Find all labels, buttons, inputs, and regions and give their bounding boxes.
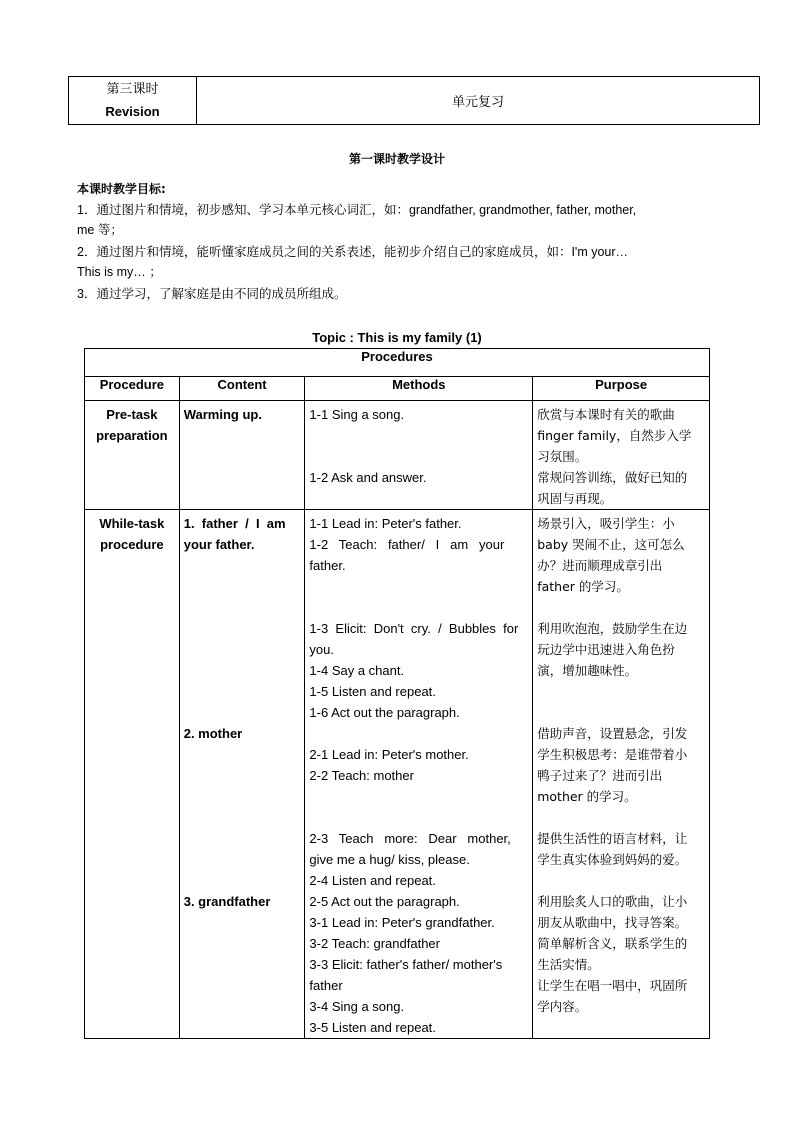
purpose-line: 欣赏与本课时有关的歌曲 bbox=[537, 407, 675, 422]
content-warming-up bbox=[179, 401, 305, 510]
method-line: 1-5 Listen and repeat. bbox=[309, 684, 436, 699]
method-line: 1-4 Say a chant. bbox=[309, 663, 405, 678]
lesson-topic: 单元复习 bbox=[451, 95, 504, 110]
purpose-line: 习氛围。 bbox=[537, 449, 588, 464]
method-line: 1-1 Sing a song. bbox=[309, 407, 405, 422]
stage-while-task-line2: procedure bbox=[100, 537, 164, 552]
section-title: 第一课时教学设计 bbox=[348, 152, 445, 166]
col-procedure: Procedure bbox=[85, 377, 180, 401]
purpose-while-task bbox=[533, 510, 710, 1039]
purpose-line: baby 哭闹不止，这可怎么 bbox=[537, 537, 685, 552]
goals-title: 本课时教学目标: bbox=[77, 182, 166, 196]
method-line: 1-3 Elicit: Don't cry. / Bubbles for bbox=[309, 621, 519, 636]
purpose-line bbox=[537, 681, 705, 702]
procedures-table bbox=[84, 348, 710, 1039]
purpose-line: 办？进而顺理成章引出 bbox=[537, 558, 663, 573]
purpose-line: 巩固与再现。 bbox=[537, 491, 613, 506]
goal-1-cont: me 等； bbox=[77, 223, 123, 237]
lesson-cell bbox=[69, 77, 197, 124]
col-methods: Methods bbox=[305, 377, 533, 401]
purpose-line: 学生真实体验到妈妈的爱。 bbox=[537, 852, 688, 867]
method-line: father bbox=[309, 978, 343, 993]
content-mother: 2. mother bbox=[183, 726, 243, 741]
method-line: 1-6 Act out the paragraph. bbox=[309, 705, 460, 720]
method-line: 3-1 Lead in: Peter's grandfather. bbox=[309, 915, 495, 930]
content-while-task bbox=[179, 510, 305, 1039]
purpose-line: 朋友从歌曲中，找寻答案。 bbox=[537, 915, 688, 930]
purpose-line bbox=[537, 807, 705, 828]
column-header-row bbox=[85, 377, 710, 401]
goal-2: 2．通过图片和情境，能听懂家庭成员之间的关系表述，能初步介绍自己的家庭成员，如：I'm your… bbox=[77, 245, 629, 259]
lesson-header-table bbox=[68, 76, 760, 125]
stage-pre-task-line2: preparation bbox=[96, 428, 168, 443]
purpose-line: 学内容。 bbox=[537, 999, 588, 1014]
methods-pre-task bbox=[305, 401, 533, 510]
purpose-line: 让学生在唱一唱中，巩固所 bbox=[537, 978, 688, 993]
content-father-cont: your father. bbox=[183, 537, 255, 552]
lesson-label-en: Revision bbox=[105, 103, 160, 119]
procedures-label: Procedures bbox=[85, 349, 710, 377]
topic-title: Topic : This is my family (1) bbox=[312, 330, 482, 345]
purpose-line: finger family，自然步入学 bbox=[537, 428, 692, 443]
goal-3: 3．通过学习，了解家庭是由不同的成员所组成。 bbox=[77, 287, 347, 301]
method-line: 3-3 Elicit: father's father/ mother's bbox=[309, 957, 503, 972]
method-line bbox=[309, 723, 528, 744]
col-purpose: Purpose bbox=[533, 377, 710, 401]
method-line: 1-2 Ask and answer. bbox=[309, 470, 427, 485]
purpose-line: father 的学习。 bbox=[537, 579, 629, 594]
purpose-line: 场景引入，吸引学生：小 bbox=[537, 516, 675, 531]
method-line: 3-2 Teach: grandfather bbox=[309, 936, 440, 951]
method-line: 1-1 Lead in: Peter's father. bbox=[309, 516, 462, 531]
content-father: 1. father / I am bbox=[183, 516, 286, 531]
lesson-label: 第三课时 bbox=[106, 81, 159, 97]
purpose-line: 演，增加趣味性。 bbox=[537, 663, 638, 678]
purpose-line: 常规问答训练，做好已知的 bbox=[537, 470, 688, 485]
purpose-pre-task bbox=[533, 401, 710, 510]
purpose-line bbox=[537, 702, 705, 723]
method-line: you. bbox=[309, 642, 334, 657]
procedures-header-row bbox=[85, 349, 710, 377]
col-content: Content bbox=[179, 377, 305, 401]
method-line: 2-5 Act out the paragraph. bbox=[309, 894, 460, 909]
purpose-line: 玩边学中迅速进入角色扮 bbox=[537, 642, 675, 657]
purpose-line: mother 的学习。 bbox=[537, 789, 637, 804]
table-row-pre-task bbox=[85, 401, 710, 510]
purpose-line: 利用脍炙人口的歌曲，让小 bbox=[537, 894, 688, 909]
stage-pre-task bbox=[85, 401, 180, 510]
purpose-line bbox=[537, 870, 705, 891]
method-line: 2-2 Teach: mother bbox=[309, 768, 414, 783]
purpose-line: 生活实情。 bbox=[537, 957, 600, 972]
content-warming-up-text: Warming up. bbox=[183, 407, 262, 422]
stage-pre-task-line1: Pre-task bbox=[106, 407, 158, 422]
method-line: 3-4 Sing a song. bbox=[309, 999, 405, 1014]
purpose-line bbox=[537, 597, 705, 618]
method-line: father. bbox=[309, 558, 346, 573]
content-grandfather: 3. grandfather bbox=[183, 894, 271, 909]
goal-2-cont: This is my… ； bbox=[77, 265, 162, 279]
purpose-line: 学生积极思考：是谁带着小 bbox=[537, 747, 688, 762]
method-line: 1-2 Teach: father/ I am your bbox=[309, 537, 505, 552]
purpose-line: 提供生活性的语言材料，让 bbox=[537, 831, 688, 846]
methods-while-task bbox=[305, 510, 533, 1039]
method-line bbox=[309, 807, 528, 828]
purpose-line: 借助声音，设置悬念，引发 bbox=[537, 726, 688, 741]
method-line: 2-1 Lead in: Peter's mother. bbox=[309, 747, 469, 762]
stage-while-task-line1: While-task bbox=[99, 516, 165, 531]
purpose-line bbox=[537, 1017, 705, 1038]
method-line bbox=[309, 786, 528, 807]
goal-1: 1．通过图片和情境，初步感知、学习本单元核心词汇，如：grandfather, grandmother, father, mother, bbox=[77, 203, 637, 217]
table-row-while-task bbox=[85, 510, 710, 1039]
purpose-line: 简单解析含义，联系学生的 bbox=[537, 936, 688, 951]
stage-while-task bbox=[85, 510, 180, 1039]
method-line bbox=[309, 576, 528, 597]
purpose-line: 利用吹泡泡，鼓励学生在边 bbox=[537, 621, 688, 636]
method-line: 2-3 Teach more: Dear mother, bbox=[309, 831, 511, 846]
method-line: 3-5 Listen and repeat. bbox=[309, 1020, 436, 1035]
method-line: give me a hug/ kiss, please. bbox=[309, 852, 470, 867]
method-line: 2-4 Listen and repeat. bbox=[309, 873, 436, 888]
purpose-line: 鸭子过来了？进而引出 bbox=[537, 768, 663, 783]
method-line bbox=[309, 597, 528, 618]
